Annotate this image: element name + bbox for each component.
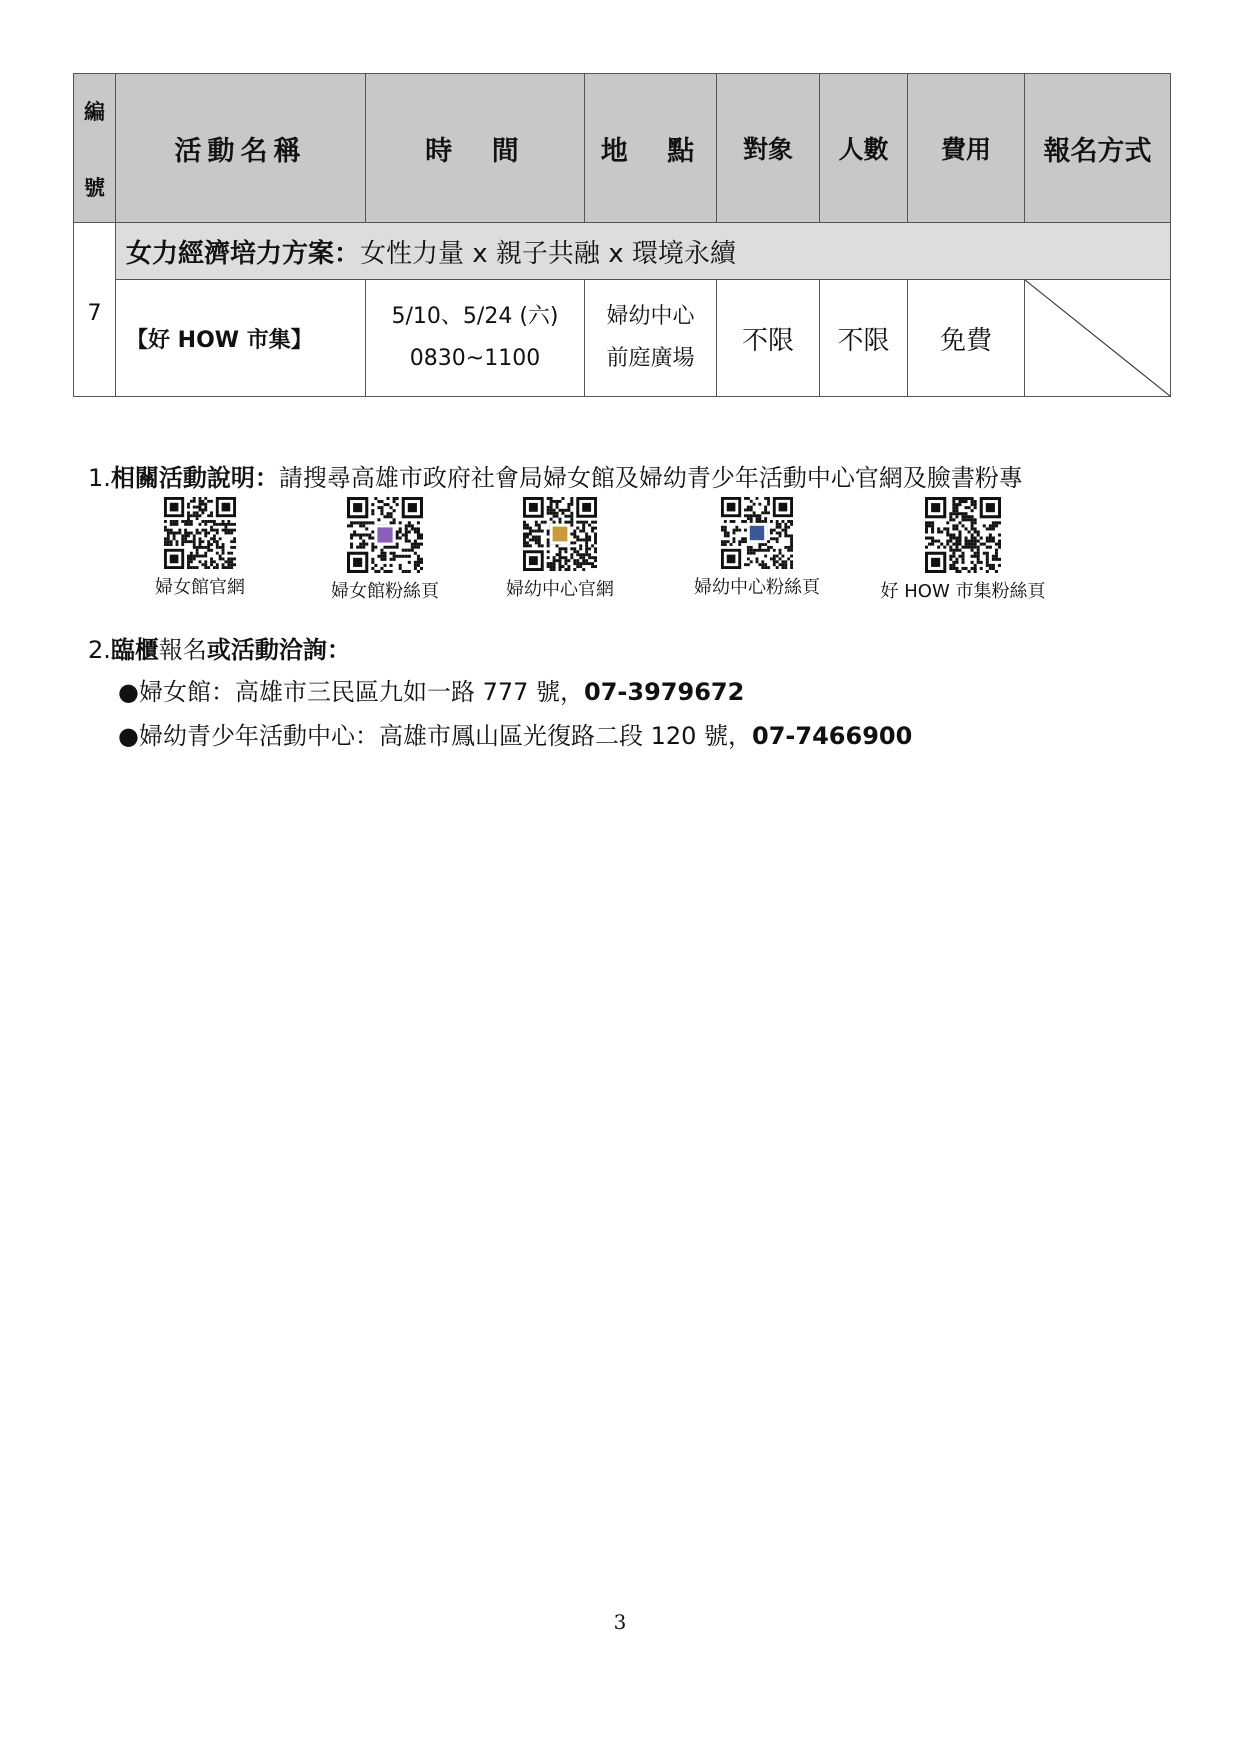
diagonal-line-icon: [1025, 280, 1170, 396]
qr-code-icon: [347, 497, 423, 573]
activity-name: 【好 HOW 市集】: [116, 280, 366, 397]
header-signup: 報名方式: [1025, 74, 1171, 223]
facebook-qr-code-icon: [721, 497, 793, 569]
header-time: 時 間: [366, 74, 585, 223]
activity-count: 不限: [820, 280, 908, 397]
note-counter-inquiry: 2.臨櫃報名或活動洽詢：: [88, 636, 351, 664]
bullet-icon: ●: [118, 722, 139, 750]
activity-target: 不限: [717, 280, 820, 397]
qr-code-icon: [164, 497, 236, 569]
section-row: [74, 223, 1171, 280]
header-place: 地 點: [585, 74, 717, 223]
address-family-center: ●婦幼青少年活動中心：高雄市鳳山區光復路二段 120 號，07-7466900: [118, 722, 913, 750]
address-women-center: ●婦女館：高雄市三民區九如一路 777 號，07-3979672: [118, 678, 745, 706]
bullet-icon: ●: [118, 678, 139, 706]
row-number: 7: [87, 301, 102, 326]
header-count: 人數: [820, 74, 908, 223]
qr-women-center-website[interactable]: 婦女館官網: [100, 497, 300, 599]
activity-table: [73, 73, 1171, 397]
section-title-bold: 女力經濟培力方案：: [126, 238, 361, 269]
qr-code-row: [0, 497, 1240, 602]
header-row: [74, 74, 1171, 223]
activity-time: 5/10、5/24 (六) 0830~1100: [366, 280, 585, 397]
qr-code-icon: [523, 497, 597, 571]
page-number: 3: [613, 1610, 627, 1634]
header-number: 編 號: [74, 74, 116, 223]
phone-family-center[interactable]: 07-7466900: [752, 722, 913, 750]
table-row: [74, 280, 1171, 397]
section-title: [116, 223, 1171, 280]
activity-signup-empty: [1025, 280, 1171, 397]
activity-fee: 免費: [908, 280, 1025, 397]
qr-family-center-fanpage[interactable]: 婦幼中心粉絲頁: [657, 497, 857, 599]
phone-women-center[interactable]: 07-3979672: [584, 678, 745, 706]
qr-code-icon: [925, 497, 1001, 573]
qr-how-market-fanpage[interactable]: 好 HOW 市集粉絲頁: [863, 497, 1063, 603]
activity-place: 婦幼中心 前庭廣場: [585, 280, 717, 397]
qr-women-center-fanpage[interactable]: 婦女館粉絲頁: [285, 497, 485, 603]
qr-family-center-website[interactable]: 婦幼中心官網: [460, 497, 660, 601]
header-fee: 費用: [908, 74, 1025, 223]
section-title-rest: 女性力量 x 親子共融 x 環境永續: [360, 238, 736, 269]
row-number-cell: [74, 223, 116, 397]
note-related-info: 1.相關活動說明：請搜尋高雄市政府社會局婦女館及婦幼青少年活動中心官網及臉書粉專: [88, 464, 1023, 492]
header-activity-name: 活動名稱: [116, 74, 366, 223]
header-target: 對象: [717, 74, 820, 223]
